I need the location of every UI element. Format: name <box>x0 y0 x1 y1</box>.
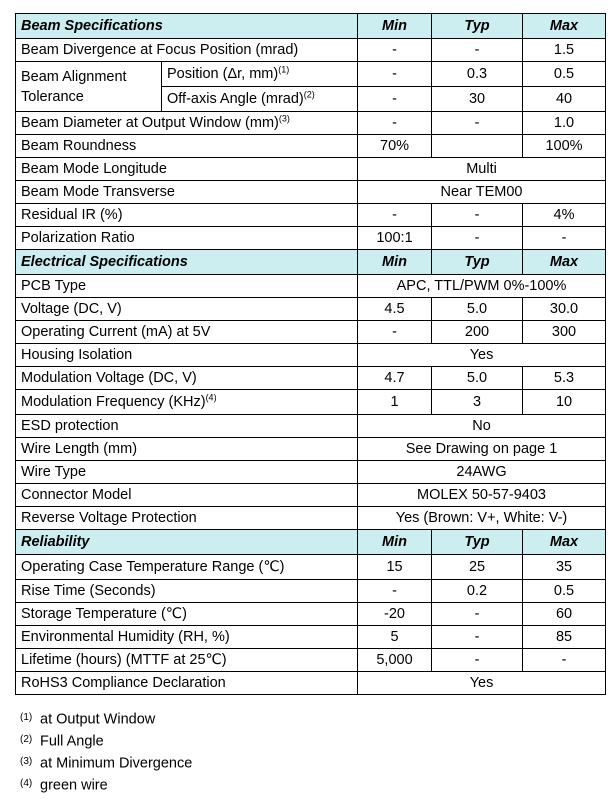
merged-value: Near TEM00 <box>358 181 606 204</box>
min-value: - <box>358 321 432 344</box>
footnote-text: green wire <box>40 777 108 794</box>
merged-value: See Drawing on page 1 <box>358 438 606 461</box>
min-value: 15 <box>358 555 432 580</box>
section-title: Electrical Specifications <box>16 250 358 275</box>
typ-value: - <box>432 204 523 227</box>
max-value: 0.5 <box>523 62 606 87</box>
table-row <box>16 181 606 204</box>
row-label: RoHS3 Compliance Declaration <box>16 672 358 695</box>
max-value: 40 <box>523 87 606 112</box>
typ-value: - <box>432 626 523 649</box>
row-label: Beam Mode Transverse <box>16 181 358 204</box>
merged-value: Yes (Brown: V+, White: V-) <box>358 507 606 530</box>
section-title: Beam Specifications <box>16 14 358 39</box>
row-label: Beam Divergence at Focus Position (mrad) <box>16 39 358 62</box>
max-value: 5.3 <box>523 367 606 390</box>
col-min-header: Min <box>358 530 432 555</box>
row-label: Operating Current (mA) at 5V <box>16 321 358 344</box>
table-row <box>16 158 606 181</box>
typ-value: 0.3 <box>432 62 523 87</box>
typ-value <box>432 135 523 158</box>
col-max-header: Max <box>523 250 606 275</box>
footnote-mark: (3) <box>278 113 290 124</box>
typ-value: 25 <box>432 555 523 580</box>
col-max-header: Max <box>523 530 606 555</box>
merged-value: Multi <box>358 158 606 181</box>
row-label: Polarization Ratio <box>16 227 358 250</box>
min-value: 5,000 <box>358 649 432 672</box>
footnotes <box>20 708 192 796</box>
footnote <box>20 774 192 796</box>
min-value: -20 <box>358 603 432 626</box>
max-value: - <box>523 649 606 672</box>
row-label: Off-axis Angle (mrad)$^{(2)}$ <box>162 87 358 112</box>
section-header-reliability <box>16 530 606 555</box>
table-row <box>16 626 606 649</box>
table-row <box>16 275 606 298</box>
max-value: 35 <box>523 555 606 580</box>
merged-value: 24AWG <box>358 461 606 484</box>
typ-value: 5.0 <box>432 298 523 321</box>
table-row <box>16 415 606 438</box>
merged-value: Yes <box>358 344 606 367</box>
row-label: Residual IR (%) <box>16 204 358 227</box>
typ-value: - <box>432 39 523 62</box>
table-row <box>16 507 606 530</box>
footnote-mark: (2) <box>20 734 33 745</box>
col-min-header: Min <box>358 14 432 39</box>
section-header-electrical <box>16 250 606 275</box>
table-row <box>16 112 606 135</box>
typ-value: - <box>432 227 523 250</box>
max-value: 4% <box>523 204 606 227</box>
table-row <box>16 438 606 461</box>
row-label: Lifetime (hours) (MTTF at 25℃) <box>16 649 358 672</box>
row-label: Beam Roundness <box>16 135 358 158</box>
min-value: 4.5 <box>358 298 432 321</box>
footnote-mark: (4) <box>20 778 33 789</box>
row-label: PCB Type <box>16 275 358 298</box>
table-row <box>16 298 606 321</box>
footnote <box>20 730 192 752</box>
table-row <box>16 204 606 227</box>
max-value: 60 <box>523 603 606 626</box>
table-row <box>16 580 606 603</box>
merged-value: APC, TTL/PWM 0%-100% <box>358 275 606 298</box>
max-value: 300 <box>523 321 606 344</box>
col-max-header: Max <box>523 14 606 39</box>
table-row <box>16 484 606 507</box>
table-row <box>16 135 606 158</box>
section-title: Reliability <box>16 530 358 555</box>
typ-value: 5.0 <box>432 367 523 390</box>
row-label: Beam Diameter at Output Window (mm)$^{(3)}$ <box>16 112 358 135</box>
max-value: 100% <box>523 135 606 158</box>
min-value: 70% <box>358 135 432 158</box>
footnote-mark: (1) <box>20 712 33 723</box>
row-label: Rise Time (Seconds) <box>16 580 358 603</box>
footnote-mark: (2) <box>303 89 315 100</box>
col-typ-header: Typ <box>432 250 523 275</box>
typ-value: - <box>432 649 523 672</box>
row-label: Storage Temperature (℃) <box>16 603 358 626</box>
min-value: - <box>358 62 432 87</box>
min-value: - <box>358 204 432 227</box>
max-value: 1.0 <box>523 112 606 135</box>
footnote-text: Full Angle <box>40 733 104 750</box>
min-value: 1 <box>358 390 432 415</box>
row-label: Operating Case Temperature Range (℃) <box>16 555 358 580</box>
max-value: - <box>523 227 606 250</box>
max-value: 1.5 <box>523 39 606 62</box>
typ-value: 3 <box>432 390 523 415</box>
typ-value: 0.2 <box>432 580 523 603</box>
row-label: Reverse Voltage Protection <box>16 507 358 530</box>
table-row <box>16 461 606 484</box>
footnote <box>20 708 192 730</box>
min-value: 100:1 <box>358 227 432 250</box>
row-label: Environmental Humidity (RH, %) <box>16 626 358 649</box>
table-row <box>16 62 606 87</box>
max-value: 0.5 <box>523 580 606 603</box>
table-row <box>16 555 606 580</box>
table-row <box>16 321 606 344</box>
table-row <box>16 227 606 250</box>
section-header-beam <box>16 14 606 39</box>
row-label: Wire Length (mm) <box>16 438 358 461</box>
row-label: Housing Isolation <box>16 344 358 367</box>
min-value: - <box>358 87 432 112</box>
row-label: Connector Model <box>16 484 358 507</box>
row-label: Modulation Frequency (KHz)$^{(4)}$ <box>16 390 358 415</box>
max-value: 30.0 <box>523 298 606 321</box>
row-label: Beam Mode Longitude <box>16 158 358 181</box>
merged-value: MOLEX 50-57-9403 <box>358 484 606 507</box>
specifications-table <box>15 13 606 695</box>
typ-value: 30 <box>432 87 523 112</box>
footnote-mark: (4) <box>205 392 217 403</box>
min-value: - <box>358 39 432 62</box>
row-label: ESD protection <box>16 415 358 438</box>
col-min-header: Min <box>358 250 432 275</box>
footnote <box>20 752 192 774</box>
max-value: 85 <box>523 626 606 649</box>
col-typ-header: Typ <box>432 530 523 555</box>
footnote-text: at Minimum Divergence <box>40 755 193 772</box>
row-group-label: Beam Alignment Tolerance <box>16 62 162 112</box>
max-value: 10 <box>523 390 606 415</box>
typ-value: 200 <box>432 321 523 344</box>
col-typ-header: Typ <box>432 14 523 39</box>
table-row <box>16 672 606 695</box>
row-label: Voltage (DC, V) <box>16 298 358 321</box>
footnote-text: at Output Window <box>40 711 156 728</box>
footnote-mark: (1) <box>278 64 290 75</box>
table-row <box>16 344 606 367</box>
min-value: - <box>358 112 432 135</box>
typ-value: - <box>432 112 523 135</box>
merged-value: No <box>358 415 606 438</box>
min-value: 5 <box>358 626 432 649</box>
merged-value: Yes <box>358 672 606 695</box>
row-label: Wire Type <box>16 461 358 484</box>
table-row <box>16 39 606 62</box>
min-value: 4.7 <box>358 367 432 390</box>
footnote-mark: (3) <box>20 756 33 767</box>
table-row <box>16 603 606 626</box>
row-label: Position (Δr, mm)$^{(1)}$ <box>162 62 358 87</box>
table-row <box>16 649 606 672</box>
min-value: - <box>358 580 432 603</box>
table-row <box>16 367 606 390</box>
typ-value: - <box>432 603 523 626</box>
table-row <box>16 390 606 415</box>
row-label: Modulation Voltage (DC, V) <box>16 367 358 390</box>
